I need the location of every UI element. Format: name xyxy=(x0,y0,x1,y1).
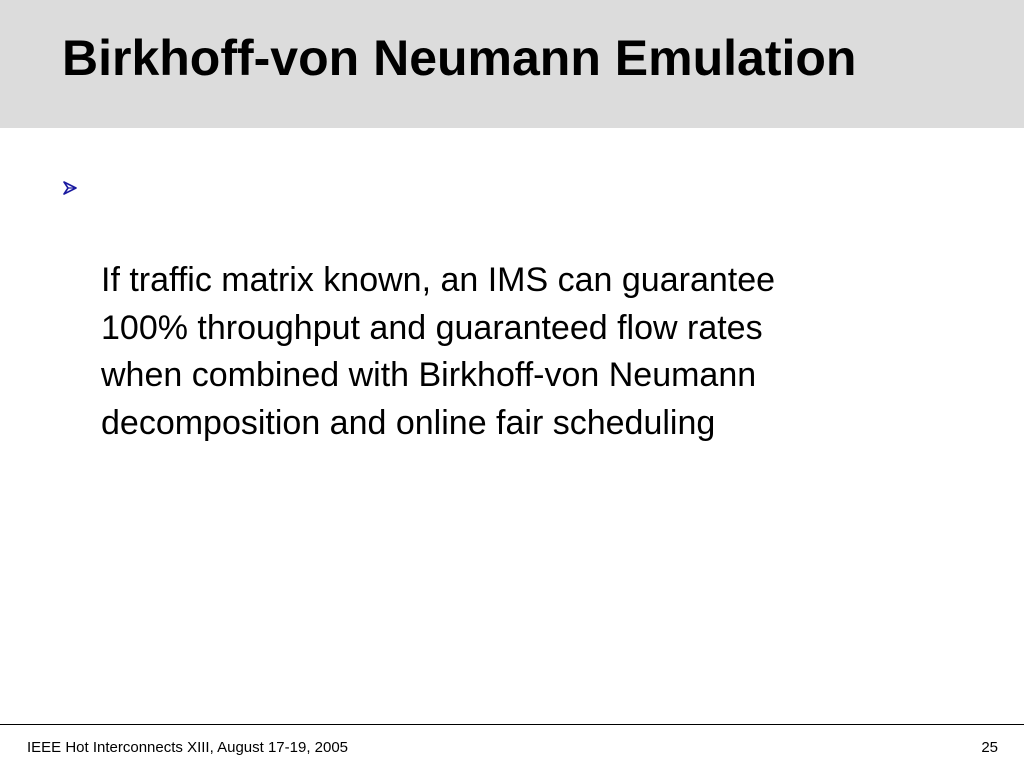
page-number: 25 xyxy=(981,739,998,756)
slide-title: Birkhoff-von Neumann Emulation xyxy=(62,30,857,86)
arrowhead-bullet-icon xyxy=(62,181,78,195)
footer-divider xyxy=(0,724,1024,725)
bullet-item xyxy=(62,162,962,447)
title-band xyxy=(0,0,1024,128)
bullet-list xyxy=(62,162,962,447)
footer-conference-text: IEEE Hot Interconnects XIII, August 17-19, 2005 xyxy=(27,739,349,756)
bullet-text: If traffic matrix known, an IMS can guarantee 100% throughput and guaranteed flow rates when combined with Birkhoff-von Neumann decomposition and online fair scheduling xyxy=(101,261,776,442)
